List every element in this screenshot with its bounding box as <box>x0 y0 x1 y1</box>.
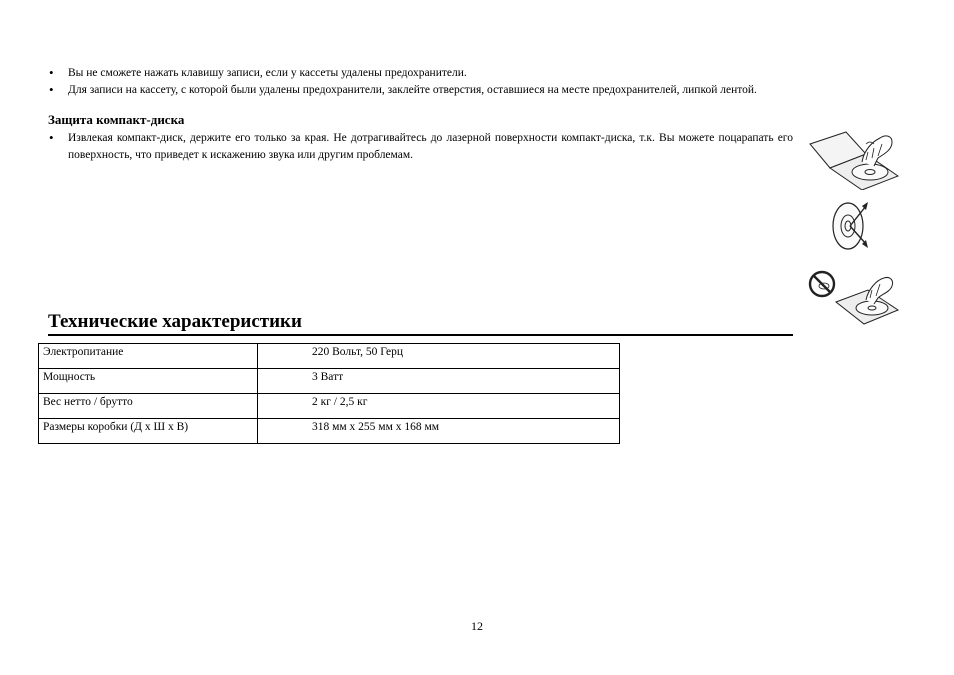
page-number: 12 <box>471 619 483 633</box>
table-row <box>39 344 620 369</box>
cd-notes-list <box>48 130 793 163</box>
table-row <box>39 419 620 444</box>
specs-title: Технические характеристики <box>48 310 793 336</box>
spec-label: Электропитание <box>39 344 258 369</box>
spec-label: Вес нетто / брутто <box>39 394 258 419</box>
cd-no-touch-icon <box>806 266 900 332</box>
spec-value: 318 мм х 255 мм х 168 мм <box>258 419 620 444</box>
list-item: • Для записи на кассету, с которой были удалены предохранители, заклейте отверстия, оставшиеся на месте предохранителей, липкой лентой. <box>48 82 908 99</box>
spec-value: 3 Ватт <box>258 369 620 394</box>
spec-label: Размеры коробки (Д х Ш х В) <box>39 419 258 444</box>
cd-case-hand-icon <box>806 124 900 190</box>
spec-value: 220 Вольт, 50 Герц <box>258 344 620 369</box>
cd-protection-heading: Защита компакт-диска <box>48 112 185 127</box>
cd-wipe-direction-icon <box>806 196 900 254</box>
list-item: • Извлекая компакт-диск, держите его только за края. Не дотрагивайтесь до лазерной поверхности компакт-диска, т.к. Вы можете поцарапать его поверхность, что приведет к искажению звука или другим проблемам. <box>48 130 793 163</box>
table-row <box>39 394 620 419</box>
specs-table <box>38 343 620 444</box>
spec-label: Мощность <box>39 369 258 394</box>
table-row <box>39 369 620 394</box>
list-item: • Вы не сможете нажать клавишу записи, если у кассеты удалены предохранители. <box>48 65 908 82</box>
spec-value: 2 кг / 2,5 кг <box>258 394 620 419</box>
cassette-notes-list <box>48 65 908 98</box>
